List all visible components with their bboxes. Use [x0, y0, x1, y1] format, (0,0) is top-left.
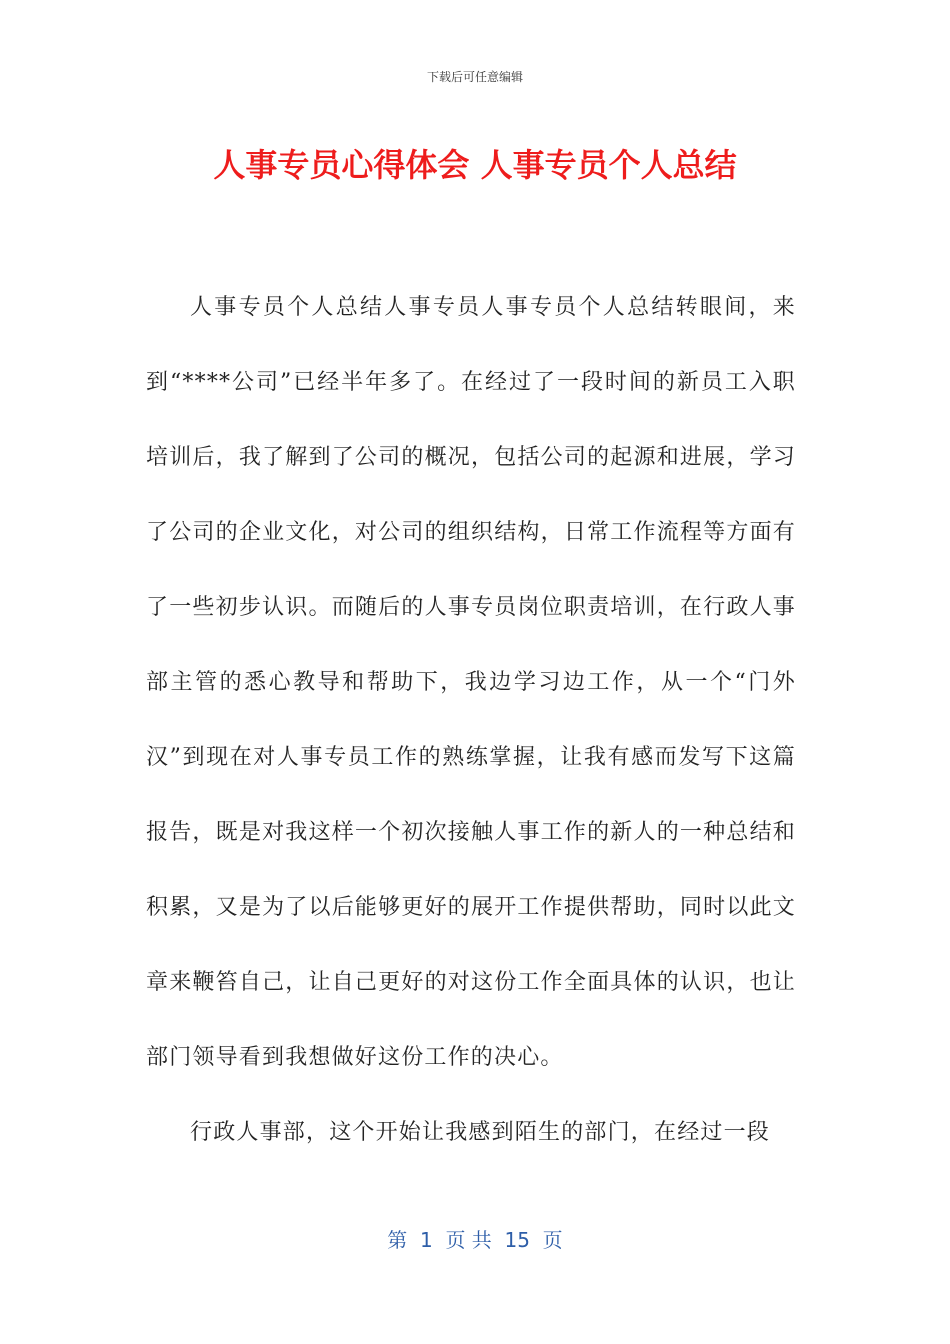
page-number-footer: 第 1 页 共 15 页	[387, 1228, 563, 1252]
paragraph: 行政人事部，这个开始让我感到陌生的部门，在经过一段	[190, 1120, 771, 1145]
header-note: 下载后可任意编辑	[426, 70, 523, 84]
document-title: 人事专员心得体会 人事专员个人总结	[213, 146, 737, 184]
document-body	[146, 270, 796, 1170]
paragraph: 人事专员个人总结人事专员人事专员个人总结转眼间，来到“****公司”已经半年多了。在经过了一段时间的新员工入职培训后，我了解到了公司的概况，包括公司的起源和进展，学习了公司的企业文化，对公司的组织结构，日常工作流程等方面有了一些初步认识。而随后的人事专员岗位职责培训，在行政人事部主管的悉心教导和帮助下，我边学习边工作，从一个“门外汉”到现在对人事专员工作的熟练掌握，让我有感而发写下这篇报告，既是对我这样一个初次接触人事工作的新人的一种总结和积累，又是为了以后能够更好的展开工作提供帮助，同时以此文章来鞭笞自己，让自己更好的对这份工作全面具体的认识，也让部门领导看到我想做好这份工作的决心。	[146, 295, 796, 1070]
